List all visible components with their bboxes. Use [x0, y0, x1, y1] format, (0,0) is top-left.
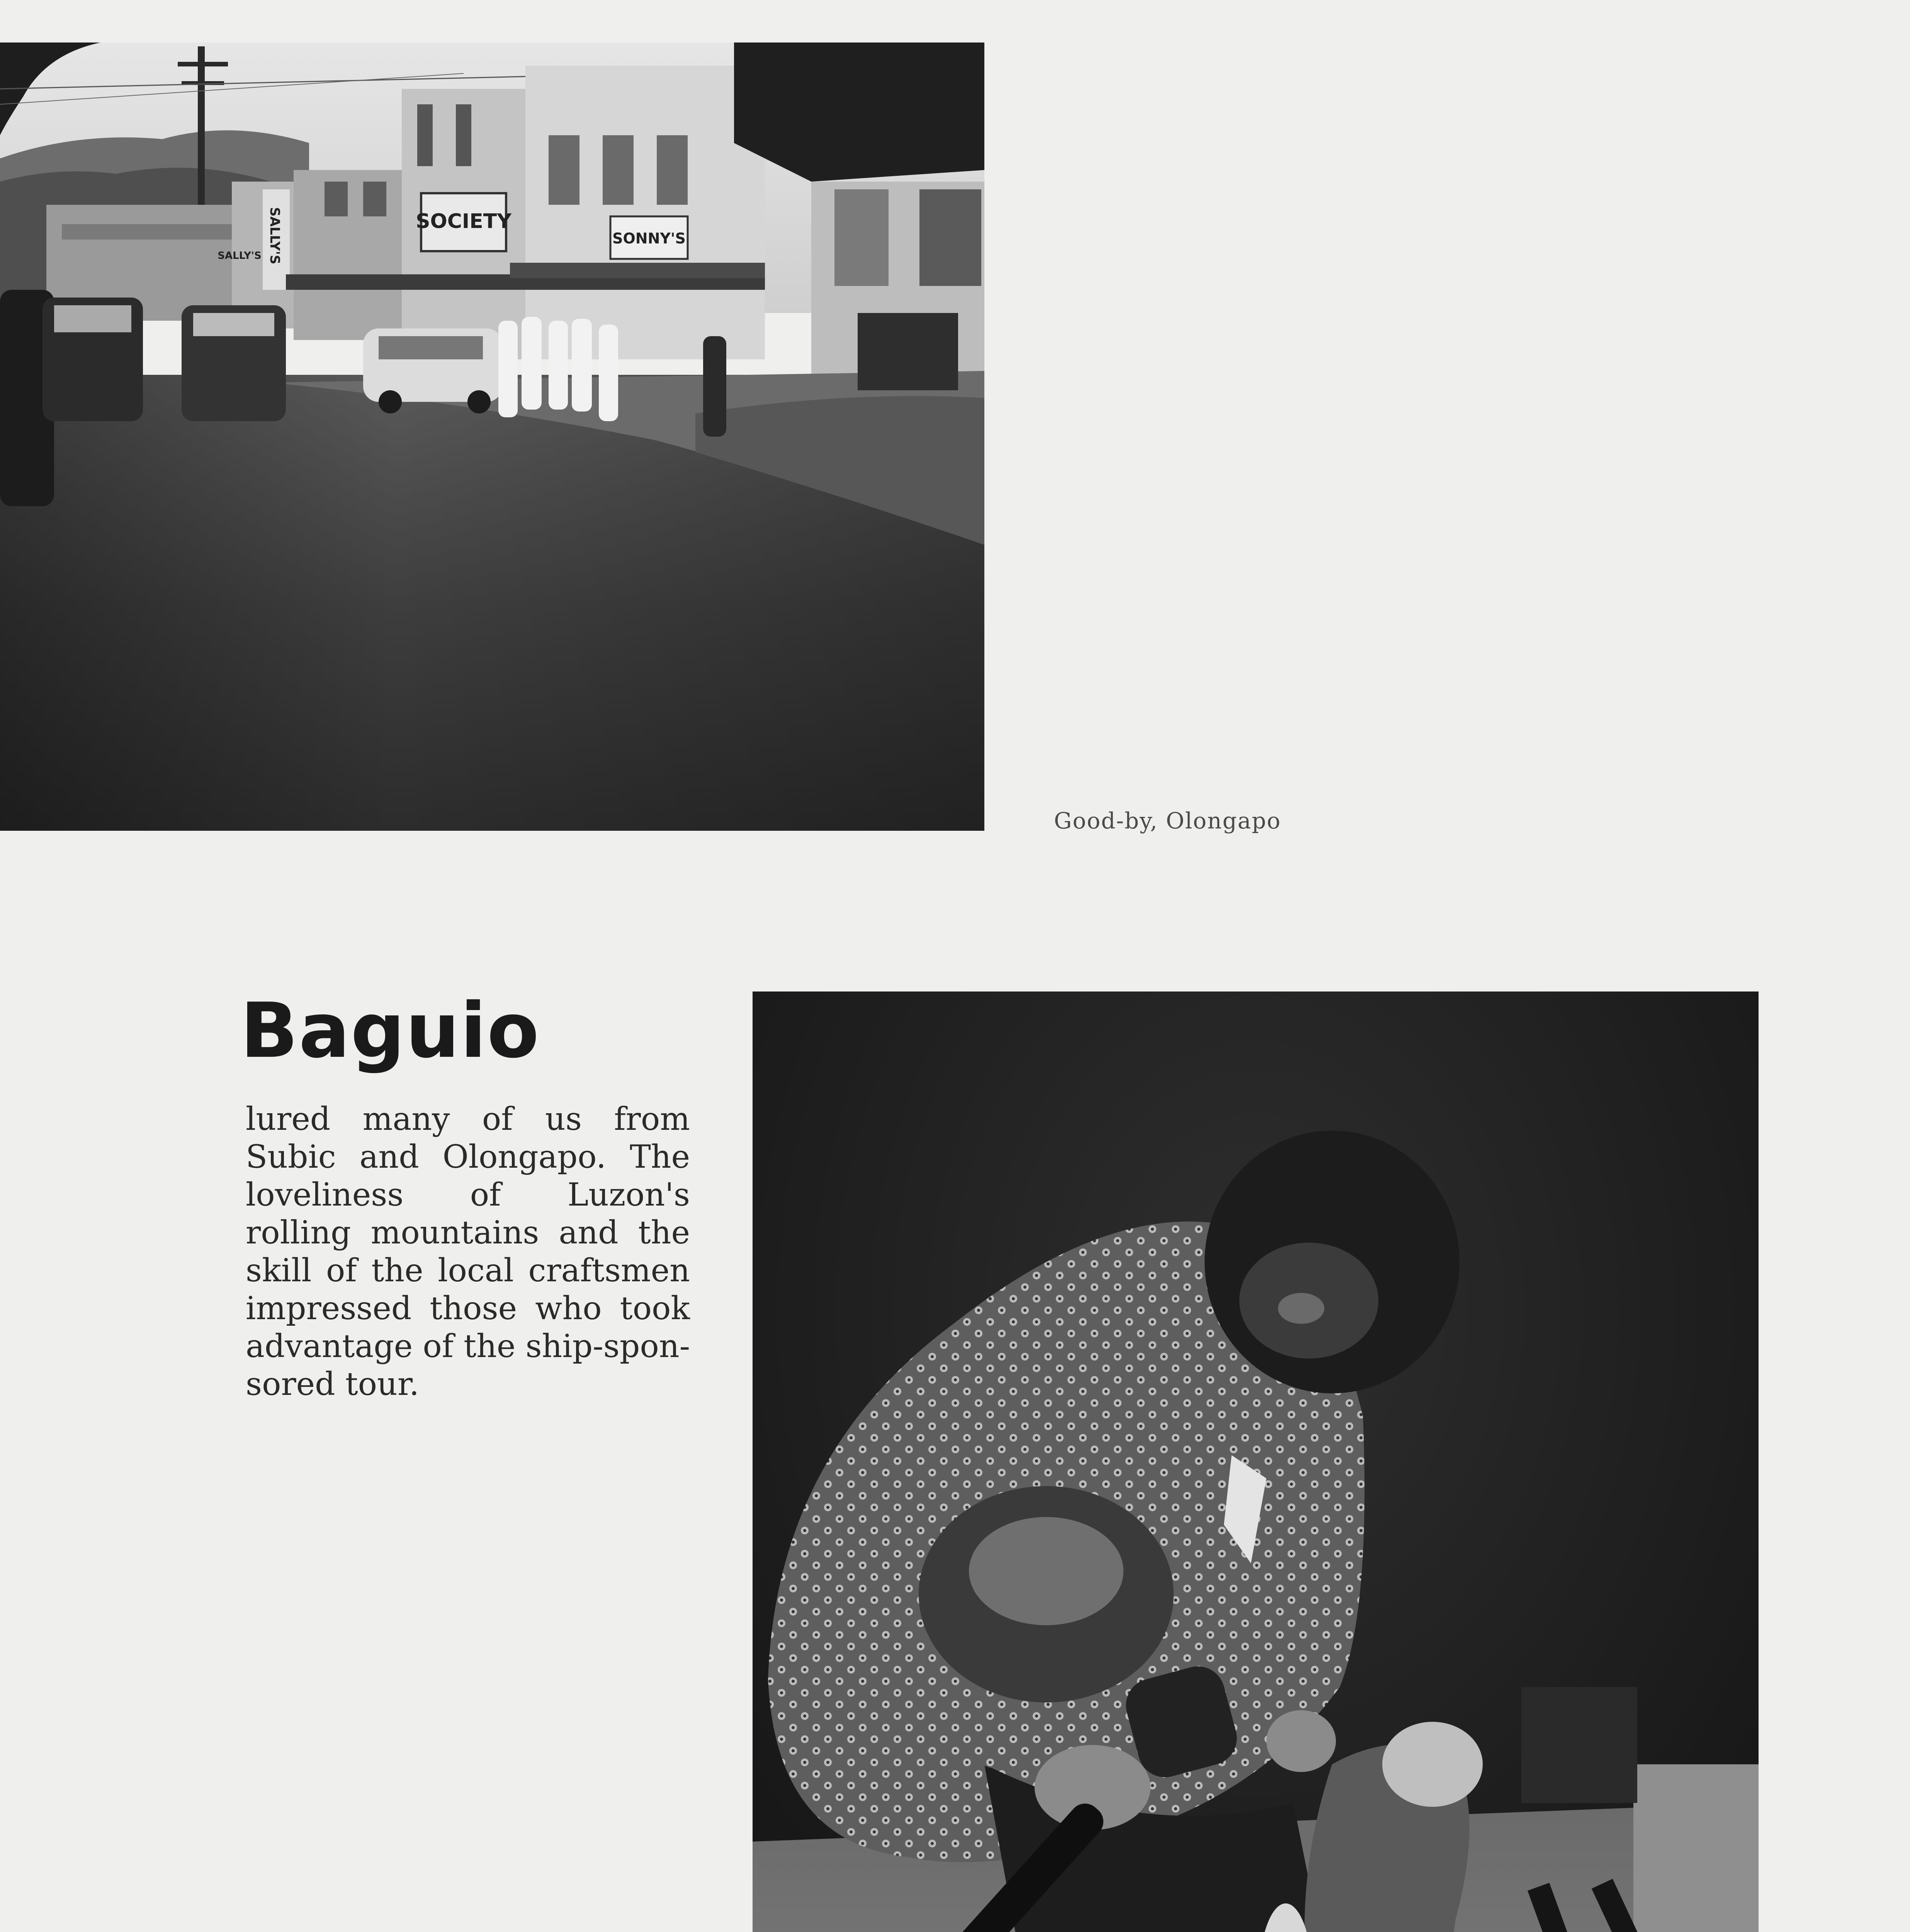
article-body	[246, 1100, 690, 1403]
body-line: loveliness of Luzon's	[246, 1177, 690, 1213]
article-heading: Baguio	[240, 987, 540, 1075]
shop-sign-text: SONNY'S	[612, 230, 686, 247]
body-line: rolling mountains and the	[246, 1214, 690, 1251]
body-line: skill of the local craftsmen	[246, 1252, 690, 1289]
body-line: advantage of the ship-spon-	[246, 1328, 690, 1365]
shop-sign-text: SALLY'S	[218, 250, 262, 262]
wood-carver-photo	[753, 992, 1759, 1932]
shop-sign-text: SOCIETY	[416, 210, 511, 233]
shop-sign-text: SALLY'S	[267, 207, 282, 265]
body-line: sored tour.	[246, 1366, 420, 1403]
body-line: Subic and Olongapo. The	[246, 1139, 690, 1175]
olongapo-street-photo	[0, 43, 984, 831]
street-photo-caption: Good-by, Olongapo	[1054, 808, 1281, 834]
body-line: lured many of us from	[246, 1101, 690, 1138]
body-line: impressed those who took	[246, 1290, 690, 1327]
